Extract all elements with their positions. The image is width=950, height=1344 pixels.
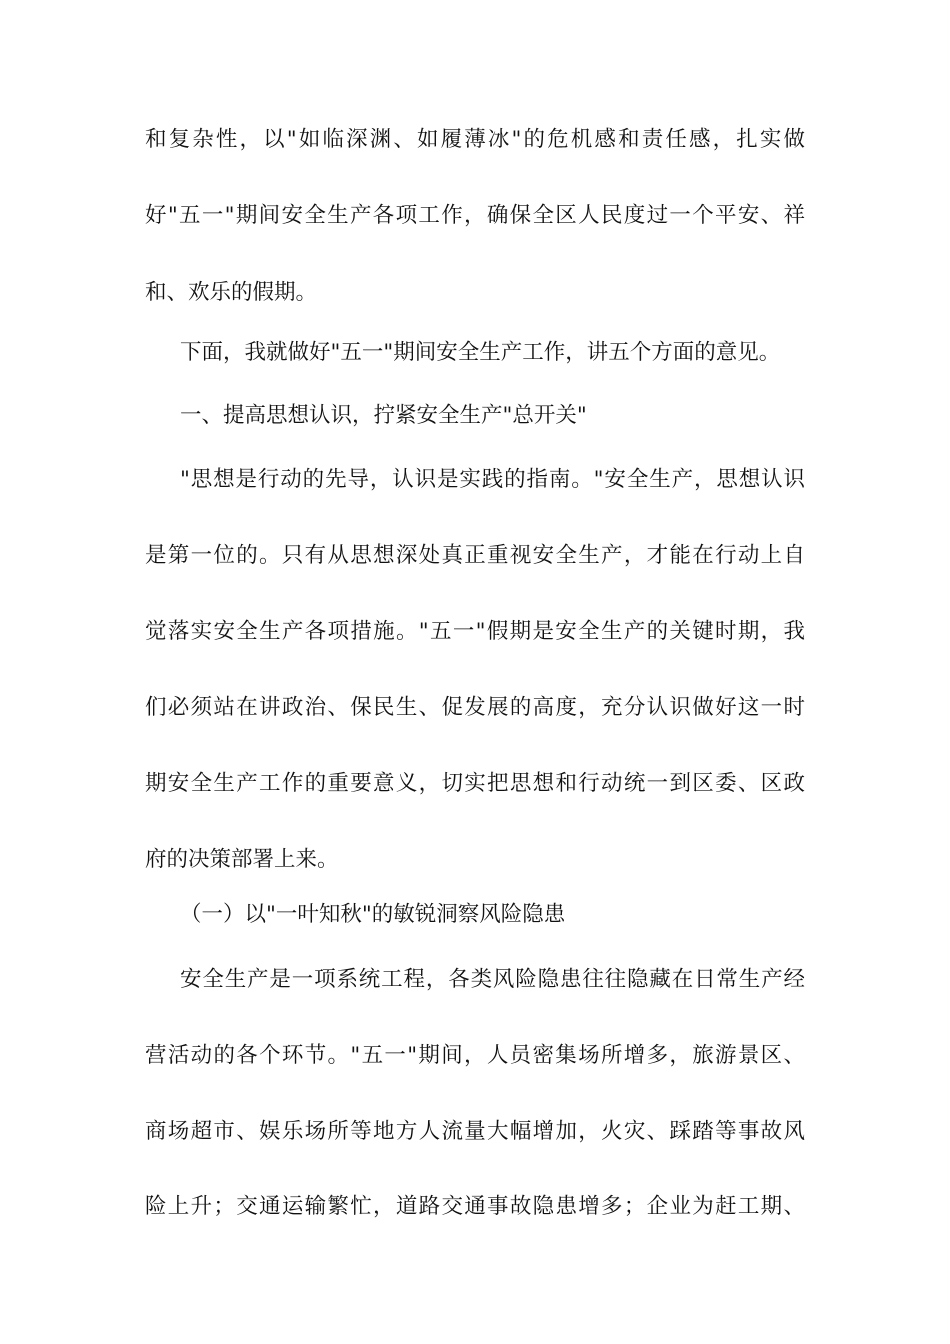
paragraph-line: 府的决策部署上来。: [145, 847, 339, 872]
paragraph-line: 营活动的各个环节。"五一"期间，人员密集场所增多，旅游景区、: [145, 1043, 805, 1068]
section-heading: 一、提高思想认识，拧紧安全生产"总开关": [180, 403, 587, 428]
paragraph-line: 好"五一"期间安全生产各项工作，确保全区人民度过一个平安、祥: [145, 203, 805, 228]
paragraph-line: 商场超市、娱乐场所等地方人流量大幅增加，火灾、踩踏等事故风: [145, 1119, 805, 1144]
paragraph-line: 和复杂性，以"如临深渊、如履薄冰"的危机感和责任感，扎实做: [145, 127, 805, 152]
paragraph-line: 们必须站在讲政治、保民生、促发展的高度，充分认识做好这一时: [145, 695, 805, 720]
subsection-heading: （一）以"一叶知秋"的敏锐洞察风险隐患: [180, 902, 566, 927]
paragraph-line: 是第一位的。只有从思想深处真正重视安全生产，才能在行动上自: [145, 543, 805, 568]
paragraph-line: 期安全生产工作的重要意义，切实把思想和行动统一到区委、区政: [145, 771, 805, 796]
paragraph-line: 下面，我就做好"五一"期间安全生产工作，讲五个方面的意见。: [180, 340, 781, 365]
paragraph-line: 安全生产是一项系统工程，各类风险隐患往往隐藏在日常生产经: [180, 967, 805, 992]
paragraph-line: 觉落实安全生产各项措施。"五一"假期是安全生产的关键时期，我: [145, 619, 805, 644]
paragraph-line: 和、欢乐的假期。: [145, 280, 318, 305]
paragraph-line: "思想是行动的先导，认识是实践的指南。"安全生产，思想认识: [180, 467, 805, 492]
paragraph-line: 险上升；交通运输繁忙，道路交通事故隐患增多；企业为赶工期、: [145, 1194, 805, 1219]
